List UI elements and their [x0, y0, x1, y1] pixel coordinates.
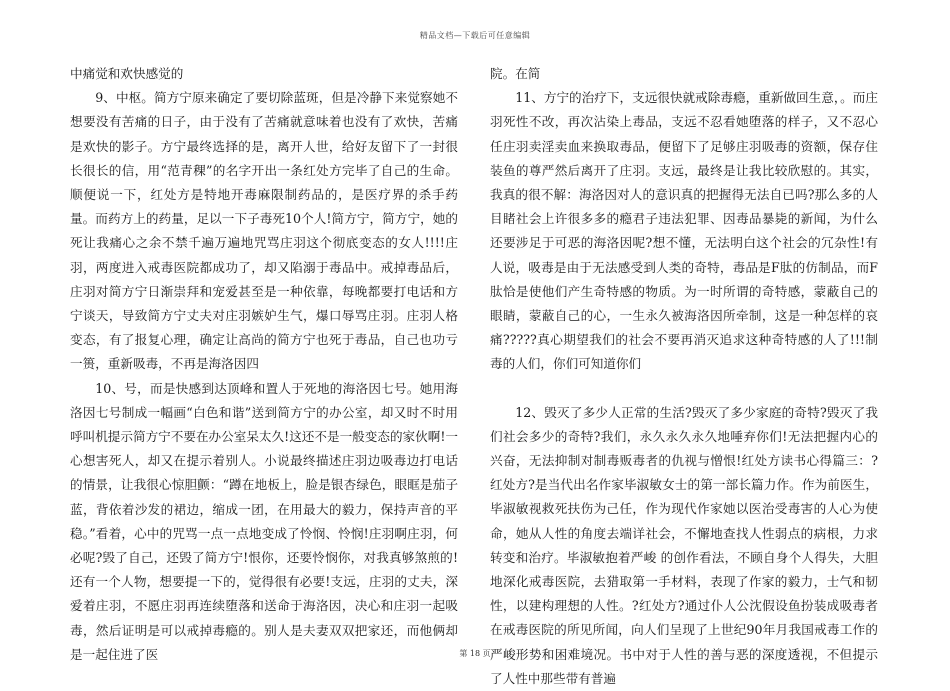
page-number: 第 18 页 — [459, 649, 491, 658]
right-text-column — [490, 62, 878, 691]
left-text-column — [70, 62, 458, 667]
paragraph: 11、方宁的治疗下，支远很快就戒除毒瘾，重新做回生意，。而庄羽死性不改，再次沾染上毒品，支远不忍看她堕落的样子，又不忍心任庄羽卖淫卖血来换取毒品，便留下了足够庄羽吸毒的资额，保存住装鱼的尊严然后离开了庄羽。支远，最终是让我比较欣慰的。其实，我真的很不解：海洛因对人的意识真的把握得无法自已吗?那么多的人目睹社会上许很多多的瘾君子违法犯罪、因毒品暴毙的新闻，为什么还要涉足于可恶的海洛因呢?想不懂，无法明白这个社会的冗杂性!有人说，吸毒是由于无法感受到人类的奇特，毒品是F肽的仿制品，而F肽恰是使他们产生奇特感的物质。为一时所谓的奇特感，蒙蔽自己的眼睛，蒙蔽自己的心，一生永久被海洛因所牵制，这是一种怎样的哀痛?????真心期望我们的社会不要再消灭追求这种奇特感的人了!!!制毒的人们，你们可知道你们 — [490, 90, 878, 372]
page-header: 精品文档—下载后可任意编辑 — [419, 31, 531, 40]
paragraph: 12、毁灭了多少人正常的生活?毁灭了多少家庭的奇特?毁灭了我们社会多少的奇特?我们，永久永久永久地唾弃你们!无法把握内心的兴奋，无法抑制对制毒贩毒者的仇视与憎恨!红处方读书心得篇三：?红处方?是当代出名作家毕淑敏女士的第一部长篇力作。作为前医生，毕淑敏视救死扶伤为己任，作为现代作家她以医治受毒害的人心为使命，她从人性的角度去端详社会，不懈地查找人性弱点的病根，力求转变和治疗。毕淑敏抱着严峻 的创作看法，不顾自身个人得失，大胆地深化戒毒医院，去猎取第一手材料，表现了作家的毅力，士气和韧性，以建构理想的人性。?红处方?通过仆人公沈假设鱼扮装成吸毒者在戒毒医院的所见所闻，向人们呈现了上世纪90年月我国戒毒工作的严峻形势和困难境况。书中对于人性的善与恶的深度透视，不但提示了人性中那些带有普遍 — [490, 404, 878, 686]
paragraph: 院。在简 — [490, 66, 541, 81]
paragraph: 9、中枢。简方宁原来确定了要切除蓝斑，但是冷静下来觉察她不想要没有苦痛的日子，由于没有了苦痛就意味着也没有了欢快，苦痛是欢快的影子。方宁最终选择的是，离开人世，给好友留下了一封很长很长的信，用“范青稞”的名字开出一条红处方完毕了自己的生命。顺便说一下，红处方是特地开毒麻限制药品的，是医疗界的杀手药量。而药方上的药量，足以一下子毒死10个人!简方宁，简方宁，她的死让我痛心之余不禁千遍万遍地咒骂庄羽这个彻底变态的女人!!!!庄羽，两度进入戒毒医院都成功了，却又陷溺于毒品中。戒掉毒品后，庄羽对简方宁日渐崇拜和宠爱甚至是一种依靠，每晚都要打电话和方宁谈天，导致简方宁丈夫对庄羽嫉妒生气，爆口辱骂庄羽。庄羽人格变态，有了报复心理，确定让高尚的简方宁也死于毒品，自己也功亏一篑，重新吸毒，不再是海洛因四 — [70, 90, 458, 372]
paragraph: 10、号，而是快感到达顶峰和置人于死地的海洛因七号。她用海洛因七号制成一幅画“白色和谐”送到简方宁的办公室，却又时不时用呼叫机提示简方宁不要在办公室呆太久!这还不是一般变态的家伙啊!一心想害死人，却又在提示着别人。小说最终描述庄羽边吸毒边打电话的情景，让我很心惊胆颤：“蹲在地板上，脸是银杏绿色，眼眶是茄子蓝，背依着沙发的裙边，缩成一团，在用最大的毅力，保持声音的平稳。”看着，心中的咒骂一点一点地变成了怜悯、怜悯!庄羽啊庄羽，何必呢?毁了自己，还毁了简方宁!恨你，还要怜悯你，对我真够煞煎的!还有一个人物，想要提一下的，觉得很有必要!支远，庄羽的丈夫，深爱着庄羽，不愿庄羽再连续堕落和送命于海洛因，决心和庄羽一起吸毒，然后证明是可以戒掉毒瘾的。别人是夫妻双双把家还，而他俩却是一起住进了医 — [70, 380, 458, 662]
paragraph: 中痛觉和欢快感觉的 — [70, 66, 184, 81]
